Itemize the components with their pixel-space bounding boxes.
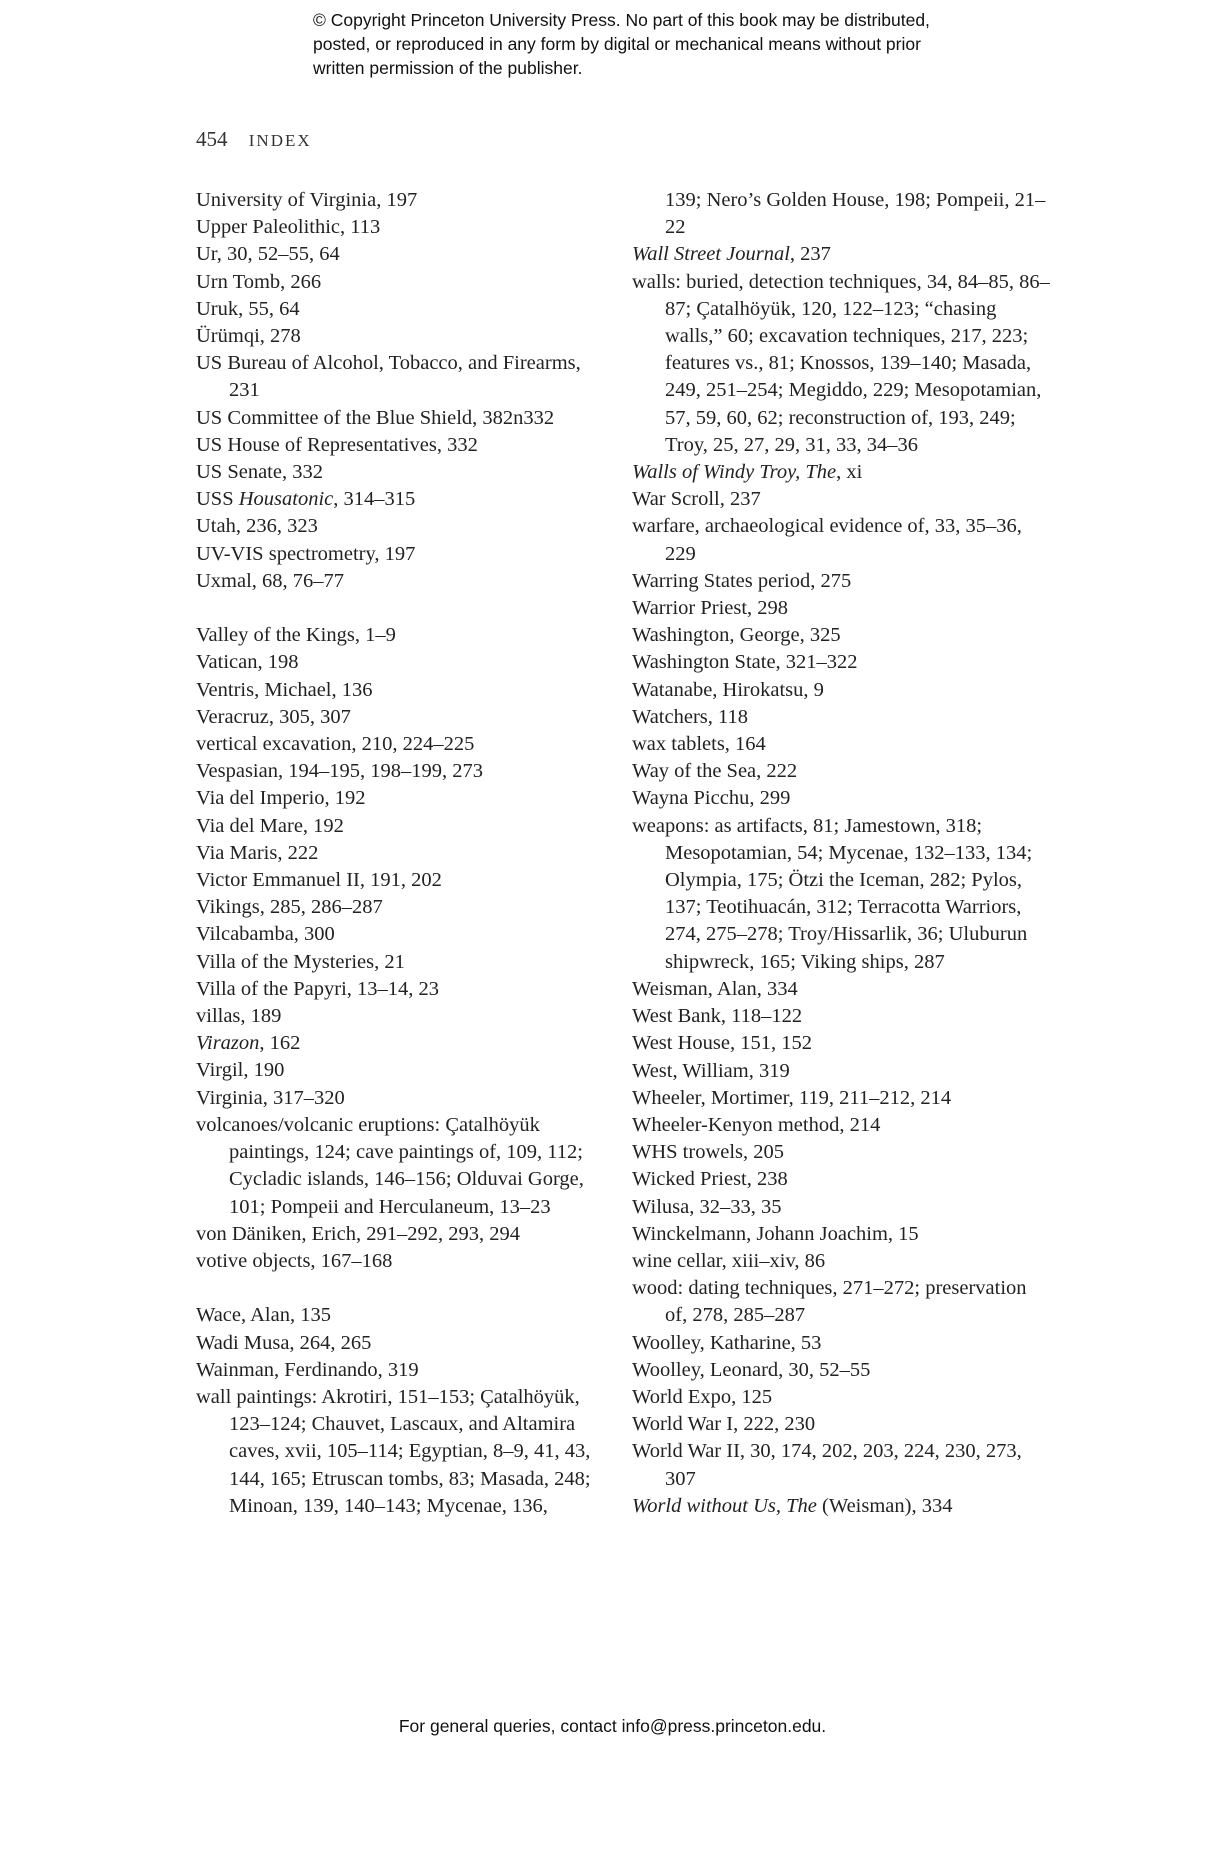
index-entry: UV-VIS spectrometry, 197 — [196, 542, 416, 565]
index-entry: wine cellar, xiii–xiv, 86 — [632, 1249, 826, 1272]
index-entry: Winckelmann, Johann Joachim, 15 — [632, 1222, 919, 1245]
index-entry: University of Virginia, 197 — [196, 189, 418, 211]
index-entry: US House of Representatives, 332 — [196, 433, 478, 456]
index-entry: Virgil, 190 — [196, 1059, 285, 1082]
index-entry: von Däniken, Erich, 291–292, 293, 294 — [196, 1222, 520, 1245]
index-entry: Wainman, Ferdinando, 319 — [196, 1358, 419, 1381]
index-entry: vertical excavation, 210, 224–225 — [196, 733, 475, 756]
index-entry: War Scroll, 237 — [632, 488, 761, 511]
index-entry: Wace, Alan, 135 — [196, 1304, 331, 1327]
index-entry — [196, 486, 616, 513]
index-entry: Virginia, 317–320 — [196, 1086, 345, 1109]
index-entry: World Expo, 125 — [632, 1385, 773, 1408]
index-entry: Wadi Musa, 264, 265 — [196, 1331, 372, 1354]
page-number: 454 — [196, 127, 228, 151]
index-entry: votive objects, 167–168 — [196, 1249, 393, 1272]
index-entry: Wheeler-Kenyon method, 214 — [632, 1113, 881, 1136]
index-entry: wood: dating techniques, 271–272; preservation of, 278, 285–287 — [632, 1277, 1027, 1327]
index-entry: US Bureau of Alcohol, Tobacco, and Firearms, 231 — [196, 352, 581, 402]
index-entry: warfare, archaeological evidence of, 33, 35–36, 229 — [632, 515, 1022, 565]
copyright-notice: © Copyright Princeton University Press. No part of this book may be distributed, posted, or reproduced in any form by digital or mechanical means without prior written permission of the publisher. — [313, 10, 930, 78]
letter-group-gap — [196, 595, 616, 622]
footer-contact: For general queries, contact info@press.princeton.edu. — [398, 1716, 827, 1736]
entry-italic-title: Virazon — [196, 1032, 260, 1055]
entry-prefix: USS — [196, 488, 239, 511]
entry-italic-title: World without Us, The — [632, 1494, 817, 1517]
index-entry: walls: buried, detection techniques, 34, 84–85, 86–87; Çatalhöyük, 120, 122–123; “chasing walls,” 60; excavation techniques, 217, 223; features vs., 81; Knossos, 139–140; Masada, 249, 251–254; Megiddo, 229; Mesopotamian, 57, 59, 60, 62; reconstruction of, 193, 249; Troy, 25, 27, 29, 31, 33, 34–36 — [632, 270, 1050, 456]
index-entry: US Senate, 332 — [196, 461, 323, 484]
entry-italic-title: Walls of Windy Troy, The — [632, 461, 837, 484]
section-label: INDEX — [248, 131, 312, 150]
entry-locators: , 237 — [789, 243, 831, 266]
index-entry: Wheeler, Mortimer, 119, 211–212, 214 — [632, 1086, 952, 1109]
index-entry: Villa of the Mysteries, 21 — [196, 950, 405, 973]
index-entry: Washington State, 321–322 — [632, 651, 858, 674]
index-entry: Vatican, 198 — [196, 651, 299, 674]
index-entry: World War II, 30, 174, 202, 203, 224, 230, 273, 307 — [632, 1440, 1022, 1490]
index-entry: Ur, 30, 52–55, 64 — [196, 243, 340, 266]
index-entry: Warrior Priest, 298 — [632, 597, 789, 620]
index-entry: weapons: as artifacts, 81; Jamestown, 318; Mesopotamian, 54; Mycenae, 132–133, 134; Olympia, 175; Ötzi the Iceman, 282; Pylos, 137; Teotihuacán, 312; Terracotta Warriors, 274, 275–278; Troy/Hissarlik, 36; Uluburun shipwreck, 165; Viking ships, 287 — [632, 814, 1033, 973]
index-entry: Wayna Picchu, 299 — [632, 787, 791, 810]
index-entry: Ürümqi, 278 — [196, 325, 301, 348]
index-entry-continued: 139; Nero’s Golden House, 198; Pompeii, 21–22 — [665, 189, 1046, 239]
index-entry: West Bank, 118–122 — [632, 1005, 803, 1028]
entry-italic-title: Wall Street Journal — [632, 243, 790, 266]
index-column-right — [632, 187, 1052, 1520]
index-entry: Via Maris, 222 — [196, 841, 319, 864]
index-entry: Wicked Priest, 238 — [632, 1168, 788, 1191]
index-entry: Woolley, Leonard, 30, 52–55 — [632, 1358, 871, 1381]
index-entry: US Committee of the Blue Shield, 382n332 — [196, 406, 555, 429]
index-entry: Urn Tomb, 266 — [196, 270, 322, 293]
index-entry: Weisman, Alan, 334 — [632, 977, 798, 1000]
index-entry: Washington, George, 325 — [632, 624, 841, 647]
entry-italic-title: Housatonic — [238, 488, 334, 511]
index-entry: Victor Emmanuel II, 191, 202 — [196, 869, 442, 892]
index-entry: West, William, 319 — [632, 1059, 790, 1082]
index-entry: wall paintings: Akrotiri, 151–153; Çatalhöyük, 123–124; Chauvet, Lascaux, and Altamira caves, xvii, 105–114; Egyptian, 8–9, 41, 43, 144, 165; Etruscan tombs, 83; Masada, 248; Minoan, 139, 140–143; Mycenae, 136, — [196, 1385, 591, 1517]
index-entry — [632, 241, 1052, 268]
index-entry: Warring States period, 275 — [632, 569, 852, 592]
index-entry: Woolley, Katharine, 53 — [632, 1331, 822, 1354]
index-entry: West House, 151, 152 — [632, 1032, 812, 1055]
index-column-left — [196, 187, 616, 1520]
entry-locators: (Weisman), 334 — [816, 1494, 953, 1517]
index-entry: Utah, 236, 323 — [196, 515, 318, 538]
index-entry: Vespasian, 194–195, 198–199, 273 — [196, 760, 483, 783]
index-entry — [632, 1493, 1052, 1520]
index-entry: WHS trowels, 205 — [632, 1141, 785, 1164]
index-entry: Upper Paleolithic, 113 — [196, 216, 381, 239]
index-entry: wax tablets, 164 — [632, 733, 766, 756]
index-entry: Valley of the Kings, 1–9 — [196, 624, 396, 647]
index-entry: Via del Imperio, 192 — [196, 787, 366, 810]
index-entry: Uxmal, 68, 76–77 — [196, 569, 345, 592]
index-entry: villas, 189 — [196, 1005, 282, 1028]
index-entry: Veracruz, 305, 307 — [196, 705, 351, 728]
index-entry — [632, 459, 1052, 486]
index-entry: Wilusa, 32–33, 35 — [632, 1195, 782, 1218]
index-entry: Ventris, Michael, 136 — [196, 678, 373, 701]
running-head — [196, 127, 312, 152]
entry-locators: , 162 — [259, 1032, 301, 1055]
entry-locators: , xi — [836, 461, 863, 484]
index-entry: Watanabe, Hirokatsu, 9 — [632, 678, 824, 701]
index-entry: Watchers, 118 — [632, 705, 748, 728]
index-entry: volcanoes/volcanic eruptions: Çatalhöyük paintings, 124; cave paintings of, 109, 112; Cycladic islands, 146–156; Olduvai Gorge, 101; Pompeii and Herculaneum, 13–23 — [196, 1113, 584, 1218]
index-entry: World War I, 222, 230 — [632, 1413, 816, 1436]
index-entry — [196, 1030, 616, 1057]
index-entry: Vilcabamba, 300 — [196, 923, 335, 946]
index-entry: Villa of the Papyri, 13–14, 23 — [196, 977, 440, 1000]
index-entry: Uruk, 55, 64 — [196, 297, 300, 320]
index-entry: Vikings, 285, 286–287 — [196, 896, 383, 919]
entry-locators: , 314–315 — [333, 488, 416, 511]
index-entry: Way of the Sea, 222 — [632, 760, 798, 783]
index-entry: Via del Mare, 192 — [196, 814, 344, 837]
letter-group-gap — [196, 1275, 616, 1302]
